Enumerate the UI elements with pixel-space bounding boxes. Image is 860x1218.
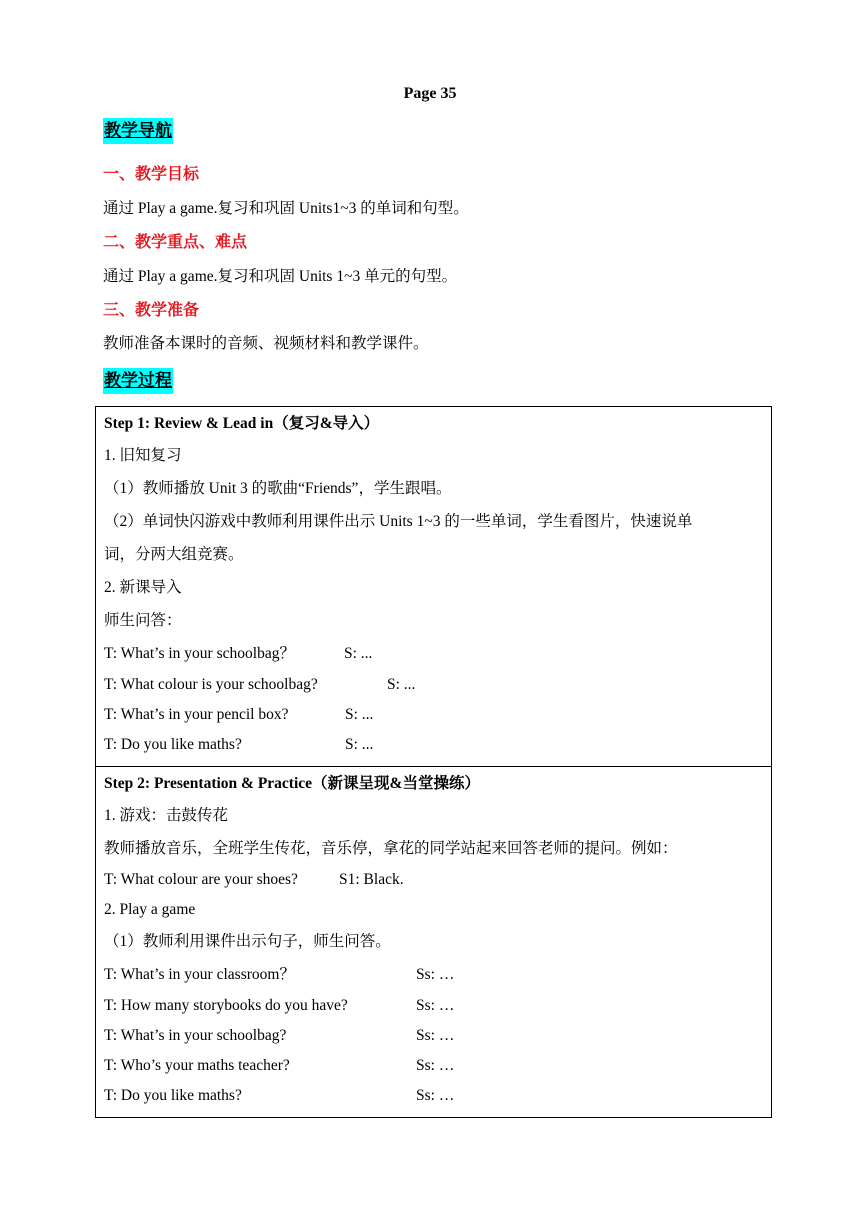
step1-cell	[96, 407, 772, 767]
qa-answer: Ss: …	[416, 1027, 455, 1044]
qa-question: T: What’s in your schoolbag?	[104, 1027, 287, 1044]
step2-line: 教师播放音乐，全班学生传花，音乐停，拿花的同学站起来回答老师的提问。例如：	[104, 840, 678, 857]
qa-answer: S: ...	[344, 645, 373, 662]
qa-answer: Ss: …	[416, 1057, 455, 1074]
nav-heading: 教学导航	[103, 118, 173, 144]
qa-question: T: What colour are your shoes?	[104, 871, 298, 888]
qa-answer: S: ...	[345, 706, 374, 723]
step2-example-row	[104, 865, 763, 895]
section-text-preparation: 教师准备本课时的音频、视频材料和教学课件。	[103, 335, 429, 352]
step2-cell	[96, 767, 772, 1118]
qa-answer: S: ...	[387, 676, 416, 693]
step1-qa-row	[104, 637, 763, 670]
step2-qa-row	[104, 1081, 763, 1111]
step2-qa-row	[104, 1021, 763, 1051]
qa-answer: S1: Black.	[339, 871, 404, 888]
section-heading-preparation: 三、教学准备	[103, 302, 200, 319]
section-heading-keypoints: 二、教学重点、难点	[103, 234, 248, 251]
step1-line: 1. 旧知复习	[104, 447, 182, 464]
step2-title: Step 2: Presentation & Practice（新课呈现&当堂操练）	[104, 775, 480, 792]
step2-qa-row	[104, 1051, 763, 1081]
page-title: Page 35	[403, 85, 457, 102]
step2-line: （1）教师利用课件出示句子，师生问答。	[104, 933, 391, 950]
qa-question: T: What’s in your pencil box?	[104, 706, 289, 723]
process-table	[95, 406, 772, 1118]
qa-answer: Ss: …	[416, 1087, 455, 1104]
qa-question: T: Do you like maths?	[104, 1087, 242, 1104]
step2-line: 2. Play a game	[104, 901, 196, 918]
step1-qa-row	[104, 730, 763, 760]
section-text-keypoints: 通过 Play a game.复习和巩固 Units 1~3 单元的句型。	[103, 268, 458, 285]
qa-question: T: Who’s your maths teacher?	[104, 1057, 290, 1074]
step1-title: Step 1: Review & Lead in（复习&导入）	[104, 415, 380, 432]
section-heading-objectives: 一、教学目标	[103, 166, 200, 183]
qa-question: T: What colour is your schoolbag?	[104, 676, 318, 693]
step2-qa-row	[104, 991, 763, 1021]
step1-qa-row	[104, 670, 763, 700]
qa-question: T: What’s in your schoolbag？	[104, 645, 295, 662]
step1-line: （2）单词快闪游戏中教师利用课件出示 Units 1~3 的一些单词，学生看图片，快速说单	[104, 513, 693, 530]
step1-line: 词，分两大组竞赛。	[104, 546, 244, 563]
qa-question: T: How many storybooks do you have?	[104, 997, 348, 1014]
process-heading: 教学过程	[103, 368, 173, 394]
qa-question: T: What’s in your classroom？	[104, 966, 295, 983]
step1-line: （1）教师播放 Unit 3 的歌曲“Friends”，学生跟唱。	[104, 480, 452, 497]
step1-line: 师生问答：	[104, 612, 182, 629]
qa-answer: Ss: …	[416, 997, 455, 1014]
step1-line: 2. 新课导入	[104, 579, 182, 596]
qa-answer: Ss: …	[416, 966, 455, 983]
step2-qa-row	[104, 958, 763, 991]
qa-answer: S: ...	[345, 736, 374, 753]
section-text-objectives: 通过 Play a game.复习和巩固 Units1~3 的单词和句型。	[103, 200, 469, 217]
step2-line: 1. 游戏：击鼓传花	[104, 807, 229, 824]
qa-question: T: Do you like maths?	[104, 736, 242, 753]
step1-qa-row	[104, 700, 763, 730]
